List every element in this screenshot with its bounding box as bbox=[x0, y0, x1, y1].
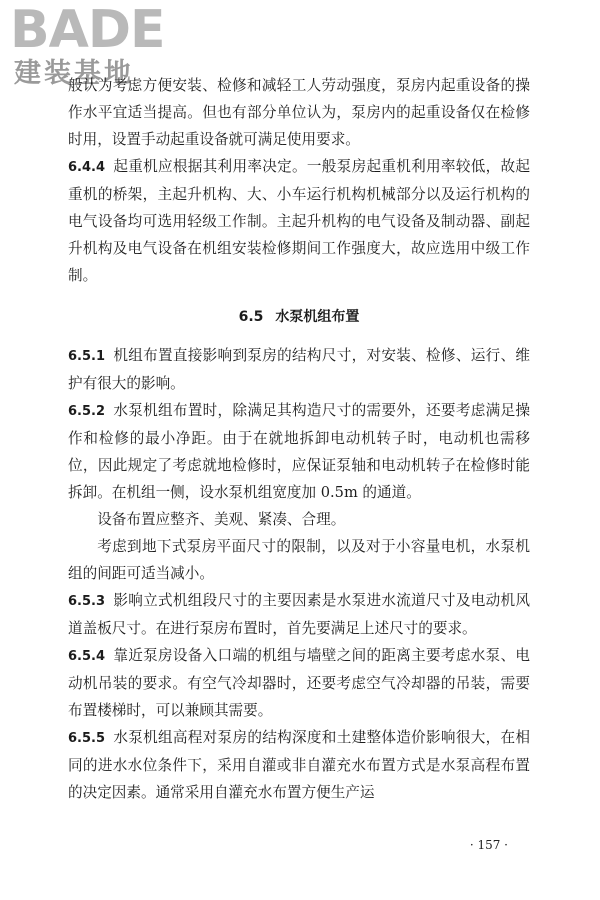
paragraph-text: 考虑到地下式泵房平面尺寸的限制，以及对于小容量电机，水泵机组的间距可适当减小。 bbox=[68, 538, 530, 582]
paragraph-indented bbox=[68, 506, 530, 533]
section-number: 6.5 bbox=[238, 309, 264, 325]
paragraph-text: 靠近泵房设备入口端的机组与墙壁之间的距离主要考虑水泵、电动机吊装的要求。有空气冷却器时，还要考虑空气冷却器的吊装，需要布置楼梯时，可以兼顾其需要。 bbox=[68, 647, 530, 719]
paragraph-text: 设备布置应整齐、美观、紧凑、合理。 bbox=[97, 511, 346, 528]
logo-subtitle: 建装基地 bbox=[14, 58, 134, 89]
paragraph-text: 起重机应根据其利用率决定。一般泵房起重机利用率较低，故起重机的桥架，主起升机构、大、小车运行机构机械部分以及运行机构的电气设备均可选用轻级工作制。主起升机构的电气设备及制动器、副起升机构及电气设备在机组安装检修期间工作强度大，故应选用中级工作制。 bbox=[68, 158, 530, 284]
clause-number: 6.5.3 bbox=[68, 594, 106, 609]
paragraph-text: 影响立式机组段尺寸的主要因素是水泵进水流道尺寸及电动机风道盖板尺寸。在进行泵房布置时，首先要满足上述尺寸的要求。 bbox=[68, 592, 530, 637]
clause-6-5-2 bbox=[68, 397, 530, 506]
paragraph-text: 水泵机组高程对泵房的结构深度和土建整体造价影响很大，在相同的进水水位条件下，采用自灌或非自灌充水布置方式是水泵高程布置的决定因素。通常采用自灌充水布置方便生产运 bbox=[68, 729, 530, 801]
clause-6-5-4 bbox=[68, 642, 530, 724]
clause-6-5-5 bbox=[68, 724, 530, 806]
paragraph-text: 机组布置直接影响到泵房的结构尺寸，对安装、检修、运行、维护有很大的影响。 bbox=[68, 347, 530, 392]
paragraph-text: 水泵机组布置时，除满足其构造尺寸的需要外，还要考虑满足操作和检修的最小净距。由于在就地拆卸电动机转子时，电动机也需移位，因此规定了考虑就地检修时，应保证泵轴和电动机转子在检修时能拆卸。在机组一侧，设水泵机组宽度加 0.5m 的通道。 bbox=[68, 402, 530, 501]
paragraph-text: 般认为考虑方便安装、检修和减轻工人劳动强度，泵房内起重设备的操作水平宜适当提高。但也有部分单位认为，泵房内的起重设备仅在检修时用，设置手动起重设备就可满足使用要求。 bbox=[68, 77, 530, 148]
clause-6-5-3 bbox=[68, 587, 530, 642]
clause-number: 6.5.4 bbox=[68, 649, 106, 664]
clause-number: 6.4.4 bbox=[68, 160, 106, 175]
clause-6-5-1 bbox=[68, 342, 530, 397]
clause-number: 6.5.2 bbox=[68, 404, 106, 419]
paragraph-indented bbox=[68, 533, 530, 587]
clause-number: 6.5.5 bbox=[68, 731, 106, 746]
clause-number: 6.5.1 bbox=[68, 349, 106, 364]
section-heading bbox=[68, 304, 530, 331]
paragraph-continued bbox=[68, 72, 530, 153]
page-body bbox=[68, 72, 530, 806]
logo-word: BADE bbox=[10, 0, 165, 60]
page-number: · 157 · bbox=[469, 838, 508, 852]
clause-6-4-4 bbox=[68, 153, 530, 289]
section-title: 水泵机组布置 bbox=[275, 309, 360, 325]
